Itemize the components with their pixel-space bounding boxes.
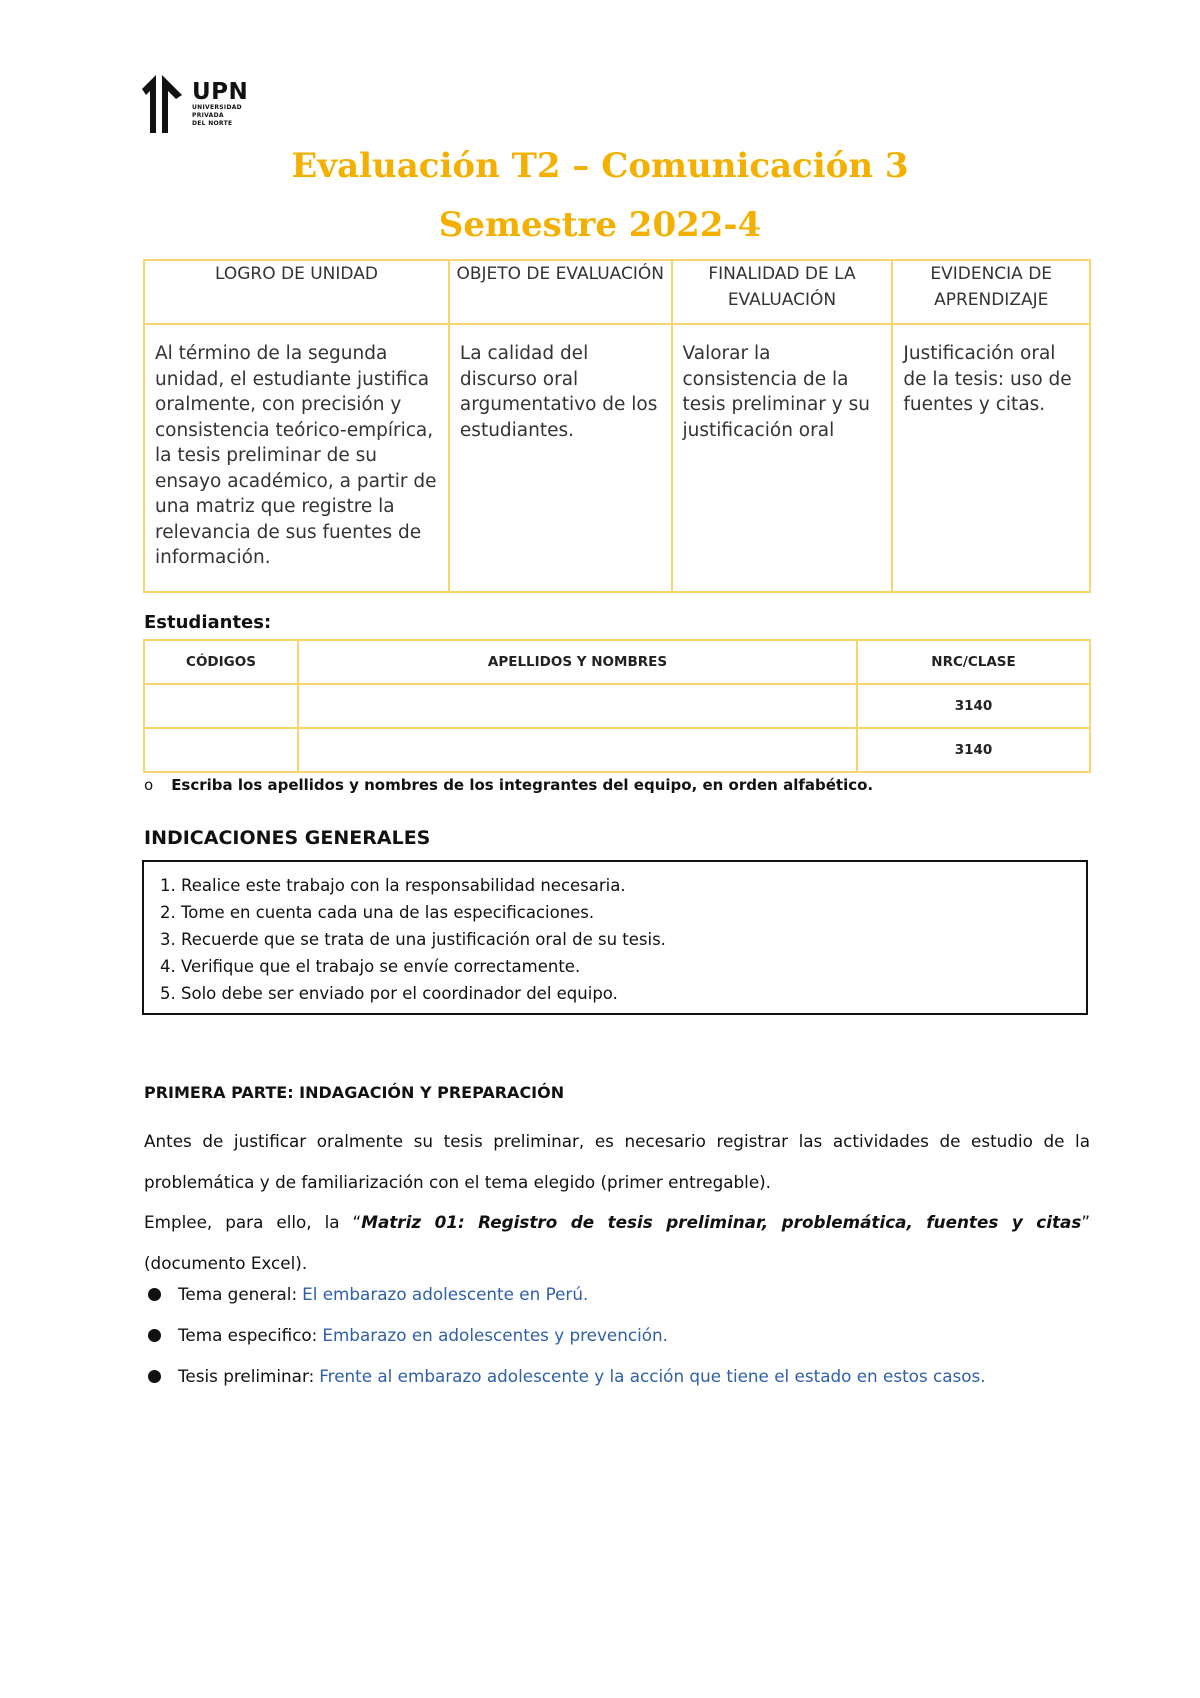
student-code-cell[interactable] (144, 728, 298, 772)
item-text: Realice este trabajo con la responsabilidad necesaria. (181, 876, 626, 895)
student-name-cell[interactable] (298, 684, 857, 728)
students-header: APELLIDOS Y NOMBRES (298, 640, 857, 684)
bullet-value: Embarazo en adolescentes y prevención. (322, 1325, 669, 1345)
students-header: CÓDIGOS (144, 640, 298, 684)
note-bullet: o (144, 776, 154, 794)
part1-paragraph-1: Antes de justificar oralmente su tesis preliminar, es necesario registrar las actividades de estudio de la problemática y de familiarización con el tema elegido (primer entregable). (144, 1131, 1090, 1192)
bullet-label: Tesis preliminar: (178, 1366, 315, 1386)
student-nrc-cell: 3140 (857, 684, 1090, 728)
note-text: Escriba los apellidos y nombres de los integrantes del equipo, en orden alfabético. (171, 776, 874, 794)
bullet-value: El embarazo adolescente en Perú. (302, 1284, 589, 1304)
student-name-cell[interactable] (298, 728, 857, 772)
para2-italic: Matriz 01: Registro de tesis preliminar, problemática, fuentes y citas (361, 1212, 1082, 1232)
para2-post: ” (documento Excel). (144, 1212, 1091, 1273)
logo-brand: UPN (192, 79, 249, 105)
item-number: 5. (160, 984, 176, 1003)
table-row (144, 684, 1090, 728)
rubric-header: EVIDENCIA DE APRENDIZAJE (892, 260, 1090, 324)
table-row (144, 728, 1090, 772)
item-text: Tome en cuenta cada una de las especificaciones. (181, 903, 595, 922)
bullet-dot-icon (148, 1329, 161, 1342)
item-number: 4. (160, 957, 176, 976)
document-title: Evaluación T2 – Comunicación 3 (291, 146, 909, 186)
rubric-table (143, 259, 1091, 593)
list-item (148, 1366, 986, 1386)
list-item (160, 926, 1086, 953)
para2-pre: Emplee, para ello, la “ (144, 1212, 362, 1232)
part1-title: PRIMERA PARTE: INDAGACIÓN Y PREPARACIÓN (144, 1083, 565, 1102)
rubric-cell: Justificación oral de la tesis: uso de fuentes y citas. (892, 324, 1090, 592)
list-item (148, 1325, 668, 1345)
logo-sub-1: UNIVERSIDAD (192, 104, 242, 111)
item-number: 1. (160, 876, 176, 895)
students-header: NRC/CLASE (857, 640, 1090, 684)
list-item (160, 953, 1086, 980)
student-code-cell[interactable] (144, 684, 298, 728)
item-text: Solo debe ser enviado por el coordinador del equipo. (181, 984, 618, 1003)
logo-sub-2: PRIVADA (192, 112, 224, 119)
students-label: Estudiantes: (144, 612, 272, 633)
bullet-dot-icon (148, 1288, 161, 1301)
bullet-label: Tema especifico: (178, 1325, 318, 1345)
rubric-header: OBJETO DE EVALUACIÓN (449, 260, 672, 324)
list-item (160, 980, 1086, 1007)
upn-emblem-icon (140, 75, 184, 133)
general-title: INDICACIONES GENERALES (144, 827, 431, 849)
rubric-header: FINALIDAD DE LA EVALUACIÓN (672, 260, 893, 324)
list-item (160, 872, 1086, 899)
rubric-header: LOGRO DE UNIDAD (144, 260, 449, 324)
logo-sub-3: DEL NORTE (192, 120, 233, 127)
item-number: 3. (160, 930, 176, 949)
document-subtitle: Semestre 2022-4 (438, 205, 762, 245)
students-note (144, 776, 873, 794)
bullet-label: Tema general: (178, 1284, 298, 1304)
rubric-cell: Al término de la segunda unidad, el estudiante justifica oralmente, con precisión y consistencia teórico-empírica, la tesis preliminar de su ensayo académico, a partir de una matriz que registre la relevancia de sus fuentes de información. (144, 324, 449, 592)
item-text: Verifique que el trabajo se envíe correctamente. (181, 957, 581, 976)
list-item (148, 1284, 588, 1304)
bullet-value: Frente al embarazo adolescente y la acción que tiene el estado en estos casos. (319, 1366, 986, 1386)
bullet-dot-icon (148, 1370, 161, 1383)
university-logo (140, 68, 280, 140)
rubric-cell: La calidad del discurso oral argumentativo de los estudiantes. (449, 324, 672, 592)
item-text: Recuerde que se trata de una justificación oral de su tesis. (181, 930, 666, 949)
part1-paragraph-2 (144, 1202, 1090, 1284)
student-nrc-cell: 3140 (857, 728, 1090, 772)
general-instructions-box (142, 860, 1088, 1015)
rubric-cell: Valorar la consistencia de la tesis preliminar y su justificación oral (672, 324, 893, 592)
students-table (143, 639, 1091, 773)
list-item (160, 899, 1086, 926)
item-number: 2. (160, 903, 176, 922)
